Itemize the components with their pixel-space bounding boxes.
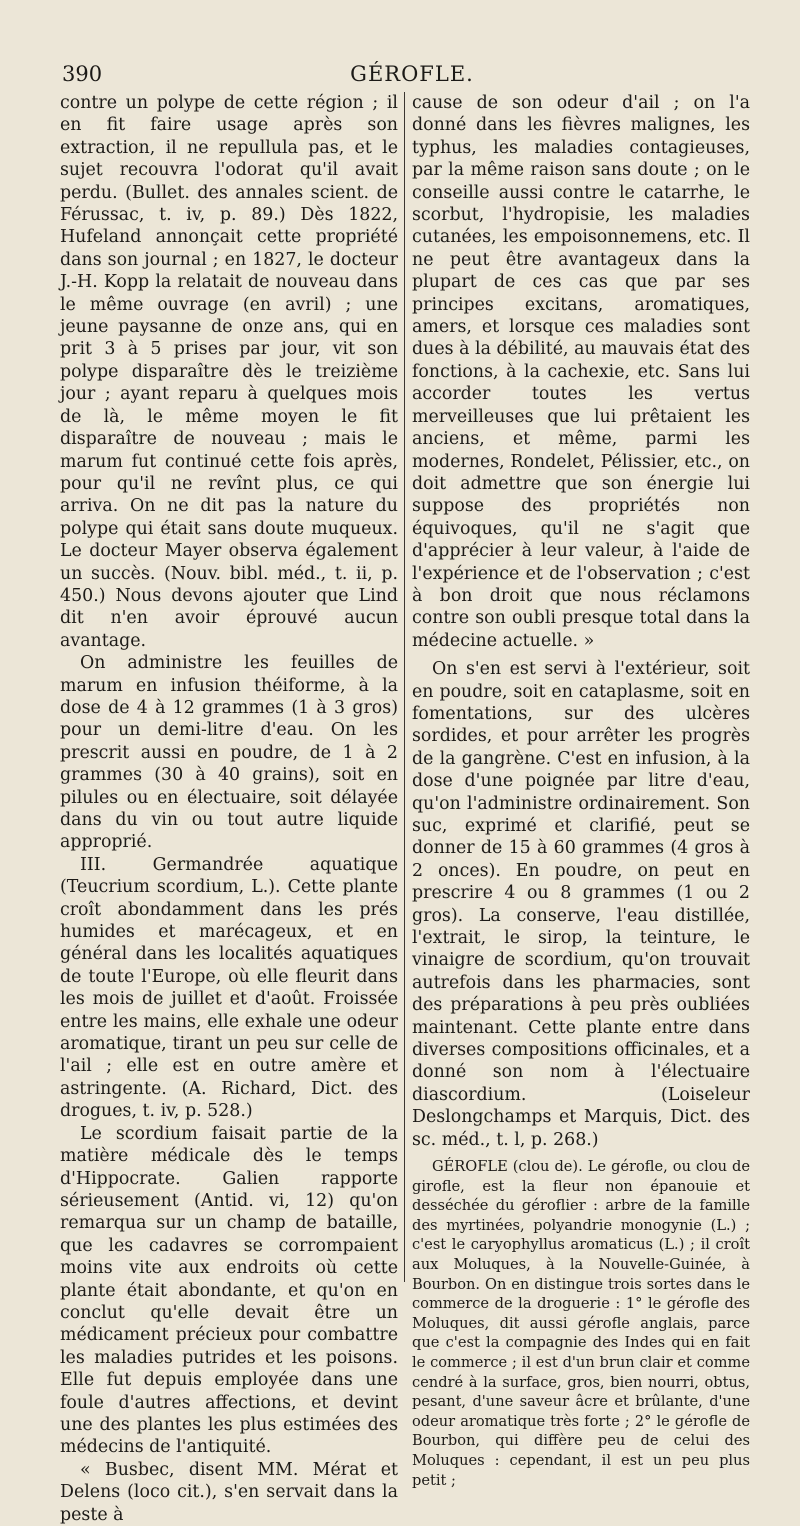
section-heading-paragraph: III. Germandrée aquatique (Teucrium scordium, L.). Cette plante croît abondamment dans les prés humides et marécageux, et en général dans les localités aquatiques de toute l'Europe, où elle fleurit dans les mois de juillet et d'août. Froissée entre les mains, elle exhale une odeur aromatique, tirant un peu sur celle de l'ail ; elle est en outre amère et astringente. (A. Richard, Dict. des drogues, t. iv, p. 528.) — [60, 854, 398, 1122]
right-column — [412, 92, 750, 1489]
paragraph: On administre les feuilles de marum en infusion théiforme, à la dose de 4 à 12 grammes (1 à 3 gros) pour un demi-litre d'eau. On les prescrit aussi en poudre, de 1 à 2 grammes (30 à 40 grains), soit en pilules ou en électuaire, soit délayée dans du vin ou tout autre liquide approprié. — [60, 653, 398, 853]
paragraph: On s'en est servi à l'extérieur, soit en poudre, soit en cataplasme, soit en fomentations, sur des ulcères sordides, et pour arrêter les progrès de la gangrène. C'est en infusion, à la dose d'une poignée par litre d'eau, qu'on l'administre ordinairement. Son suc, exprimé et clarifié, peut se donner de 15 à 60 grammes (4 gros à 2 onces). En poudre, on peut en prescrire 4 ou 8 grammes (1 ou 2 gros). La conserve, l'eau distillée, l'extrait, le sirop, la teinture, le vinaigre de scordium, qu'on trouvait autrefois dans les pharmacies, sont des préparations à peu près oubliées maintenant. Cette plante entre dans diverses compositions officinales, et a donné son nom à l'électuaire diascordium. (Loiseleur Deslongchamps et Marquis, Dict. des sc. méd., t. l, p. 268.) — [412, 659, 750, 1150]
running-title: GÉROFLE. — [350, 62, 474, 86]
column-divider — [404, 92, 405, 1282]
left-column — [60, 92, 398, 1525]
entry-gerofle: GÉROFLE (clou de). Le gérofle, ou clou de girofle, est la fleur non épanouie et desséchée du géroflier : arbre de la famille des myrtinées, polyandrie monogynie (L.) ; c'est le caryophyllus aromaticus (L.) ; il croît aux Moluques, à la Nouvelle-Guinée, à Bourbon. On en distingue trois sortes dans le commerce de la droguerie : 1° le gérofle des Moluques, dit aussi gérofle anglais, parce que c'est la compagnie des Indes qui en fait le commerce ; il est d'un brun clair et comme cendré à la surface, gros, bien nourri, obtus, pesant, d'une saveur âcre et brûlante, d'une odeur aromatique très forte ; 2° le gérofle de Bourbon, qui diffère peu de celui des Moluques : cependant, il est un peu plus petit ; — [412, 1158, 750, 1489]
paragraph: « Busbec, disent MM. Mérat et Delens (loco cit.), s'en servait dans la peste à — [60, 1459, 398, 1525]
page-header — [62, 62, 762, 92]
page-number: 390 — [62, 62, 103, 86]
paragraph: contre un polype de cette région ; il en fit faire usage après son extraction, il ne repullula pas, et le sujet recouvra l'odorat qu'il avait perdu. (Bullet. des annales scient. de Férussac, t. iv, p. 89.) Dès 1822, Hufeland annonçait cette propriété dans son journal ; en 1827, le docteur J.-H. Kopp la relatait de nouveau dans le même ouvrage (en avril) ; une jeune paysanne de onze ans, qui en prit 3 à 5 prises par jour, vit son polype disparaître dès le treizième jour ; ayant reparu à quelques mois de là, le même moyen le fit disparaître de nouveau ; mais le marum fut continué cette fois après, pour qu'il ne revînt plus, ce qui arriva. On ne dit pas la nature du polype qui était sans doute muqueux. Le docteur Mayer observa également un succès. (Nouv. bibl. méd., t. ii, p. 450.) Nous devons ajouter que Lind dit n'en avoir éprouvé aucun avantage. — [60, 93, 398, 651]
paragraph: Le scordium faisait partie de la matière médicale dès le temps d'Hippocrate. Galien rapporte sérieusement (Antid. vi, 12) qu'on remarqua sur un champ de bataille, que les cadavres se corrompaient moins vite aux endroits où cette plante était abondante, et qu'on en conclut qu'elle devait être un médicament précieux pour combattre les maladies putrides et les poisons. Elle fut depuis employée dans une foule d'autres affections, et devint une des plantes les plus estimées des médecins de l'antiquité. — [60, 1123, 398, 1458]
paragraph: cause de son odeur d'ail ; on l'a donné dans les fièvres malignes, les typhus, les maladies contagieuses, par la même raison sans doute ; on le conseille aussi contre le catarrhe, le scorbut, l'hydropisie, les maladies cutanées, les empoisonnemens, etc. Il ne peut être avantageux dans la plupart de ces cas que par ses principes excitans, aromatiques, amers, et lorsque ces maladies sont dues à la débilité, au mauvais état des fonctions, à la cachexie, etc. Sans lui accorder toutes les vertus merveilleuses que lui prêtaient les anciens, et même, parmi les modernes, Rondelet, Pélissier, etc., on doit admettre que son énergie lui suppose des propriétés non équivoques, qu'il ne s'agit que d'apprécier à leur valeur, à l'aide de l'expérience et de l'observation ; c'est à bon droit que nous réclamons contre son oubli presque total dans la médecine actuelle. » — [412, 93, 750, 651]
